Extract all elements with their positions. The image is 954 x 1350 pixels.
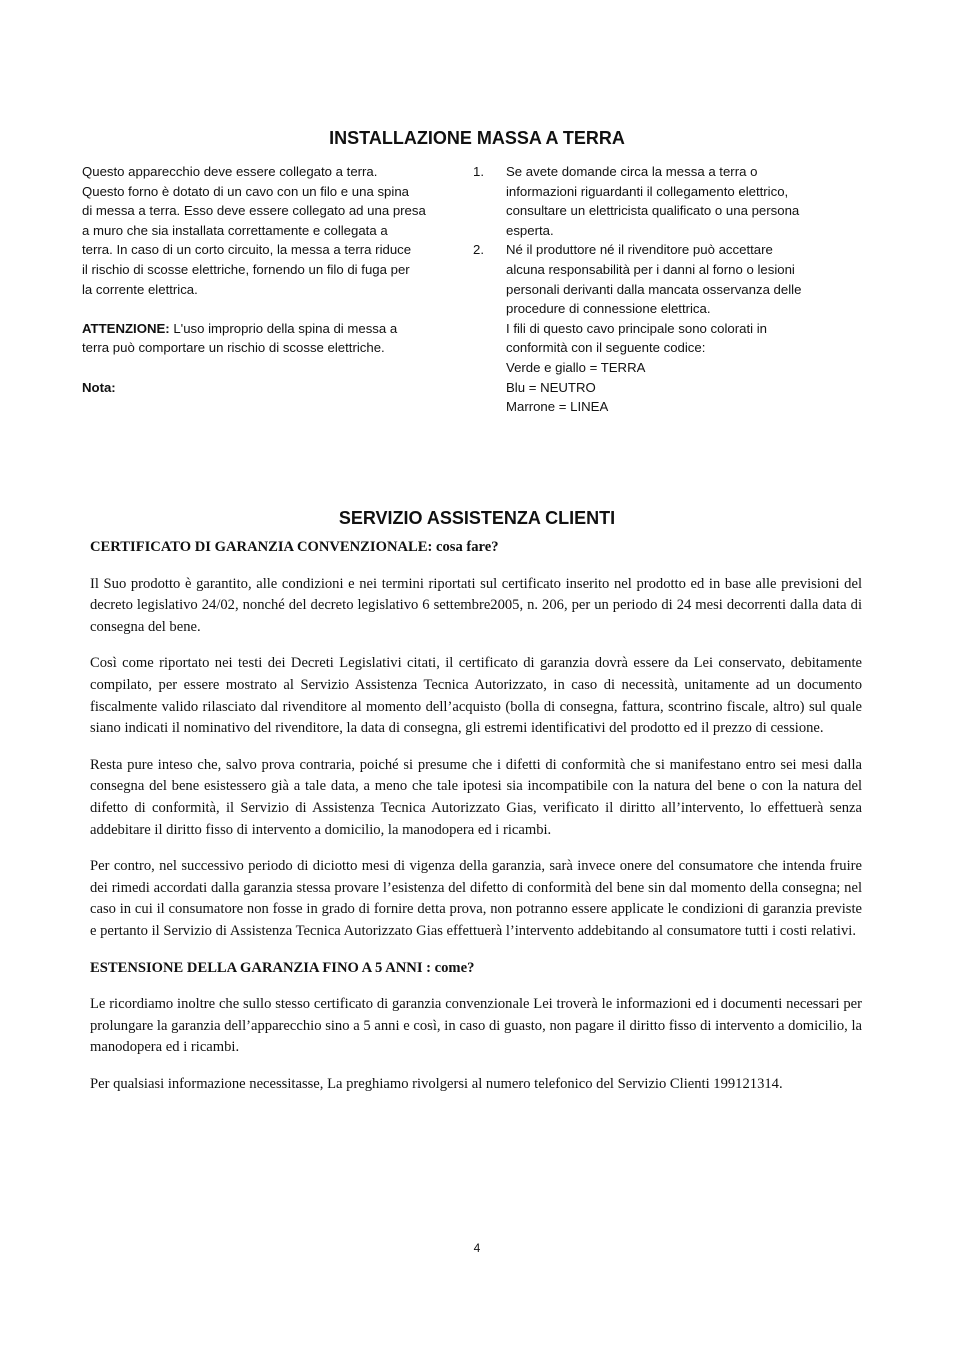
text-line: Blu = NEUTRO — [506, 379, 596, 395]
customer-service-body — [90, 537, 862, 1110]
text-line: informazioni riguardanti il collegamento elettrico, — [506, 183, 789, 199]
text-line: alcuna responsabilità per i danni al forno o lesioni — [506, 261, 795, 277]
text-line: Verde e giallo = TERRA — [506, 359, 646, 375]
warning-paragraph — [82, 319, 458, 339]
text-line: personali derivanti dalla mancata osservanza delle — [506, 281, 802, 297]
text-line: I fili di questo cavo principale sono colorati in — [506, 320, 767, 336]
text-line: Se avete domande circa la messa a terra o — [506, 164, 758, 179]
text-line: Questo forno è dotato di un cavo con un filo e una spina — [82, 183, 409, 199]
text-line: procedure di connessione elettrica. — [506, 301, 711, 317]
text-line: a muro che sia installata correttamente e collegata a — [82, 222, 388, 238]
text-line: Né il produttore né il rivenditore può accettare — [506, 242, 773, 258]
list-number: 1. — [473, 164, 484, 179]
text-line: esperta. — [506, 222, 554, 238]
text-line: consultare un elettricista qualificato o una persona — [506, 203, 800, 219]
warning-label: ATTENZIONE: — [82, 320, 170, 336]
text-line: di messa a terra. Esso deve essere collegato ad una presa — [82, 203, 426, 219]
text-line: conformità con il seguente codice: — [506, 340, 706, 356]
grounding-left-column — [82, 162, 458, 397]
subheading-warranty: CERTIFICATO DI GARANZIA CONVENZIONALE: cosa fare? — [90, 539, 499, 555]
list-number: 2. — [473, 242, 484, 258]
text-line: terra. In caso di un corto circuito, la messa a terra riduce — [82, 242, 412, 258]
text-line: Marrone = LINEA — [506, 399, 609, 415]
paragraph: Così come riportato nei testi dei Decreti Legislativi citati, il certificato di garanzia dovrà essere da Lei conservato, debitamente compilato, per essere mostrato al Servizio Assistenza Tecnica Autorizzato, in caso di necessità, unitamente ad un documento fiscalmente valido rilasciato dal rivenditore al momento dell’acquisto (bolla di consegna, fattura, scontrino fiscale, altro) sul quale siano indicati il nominativo del rivenditore, la data di consegna, gli estremi identificativi del prodotto ed il prezzo di cessione. — [90, 655, 862, 737]
text-line: Questo apparecchio deve essere collegato a terra. — [82, 164, 378, 179]
subheading-extension: ESTENSIONE DELLA GARANZIA FINO A 5 ANNI : come? — [90, 959, 475, 976]
text-line: la corrente elettrica. — [82, 281, 198, 297]
warning-text: L'uso improprio della spina di messa a — [169, 320, 398, 336]
paragraph: Il Suo prodotto è garantito, alle condizioni e nei termini riportati sul certificato inserito nel prodotto ed in base alle previsioni del decreto legislativo 24/02, nonché del decreto legislativo 6 settembre2005, n. 206, per un periodo di 24 mesi decorrenti dalla data di consegna del bene. — [90, 575, 862, 635]
list-item — [473, 162, 873, 240]
paragraph: Per qualsiasi informazione necessitasse, La preghiamo rivolgersi al numero telefonico del Servizio Clienti 199121314. — [90, 1075, 783, 1092]
grounding-right-column — [473, 162, 873, 417]
section-title-customer-service: SERVIZIO ASSISTENZA CLIENTI — [338, 507, 616, 528]
page-number: 4 — [473, 1241, 481, 1255]
section-title-grounding: INSTALLAZIONE MASSA A TERRA — [329, 128, 625, 149]
wire-color-code — [473, 319, 873, 417]
paragraph: Per contro, nel successivo periodo di diciotto mesi di vigenza della garanzia, sarà invece onere del consumatore che intenda fruire dei rimedi accordati dalla garanzia stessa provare l’esistenza del difetto di conformità del bene sin dal momento della consegna; nel caso in cui il consumatore non fosse in grado di fornire detta prova, non potranno essere applicate le condizioni di garanzia previste e pertanto il Servizio di Assistenza Tecnica Autorizzato Gias effettuerà l’intervento addebitando al consumatore tutti i costi relativi. — [90, 858, 862, 939]
paragraph: Resta pure inteso che, salvo prova contraria, poiché si presume che i difetti di conformità che si manifestano entro sei mesi dalla consegna del bene esistessero già a tale data, a meno che tale ipotesi sia incompatibile con la natura del bene o con la natura del difetto di conformità, il Servizio di Assistenza Tecnica Autorizzato Gias, verificato il diritto all’intervento, lo effettuerà senza addebitare il diritto fisso di intervento a domicilio, la manodopera ed i ricambi. — [90, 756, 862, 838]
note-label: Nota: — [82, 379, 116, 395]
text-line: il rischio di scosse elettriche, fornendo un filo di fuga per — [82, 261, 410, 277]
warning-text-line2: terra può comportare un rischio di scosse elettriche. — [82, 340, 385, 356]
paragraph: Le ricordiamo inoltre che sullo stesso certificato di garanzia convenzionale Lei troverà le informazioni ed i documenti necessari per prolungare la garanzia dell’apparecchio sino a 5 anni e così, in caso di guasto, non pagare il diritto fisso di intervento a domicilio, la manodopera ed i ricambi. — [90, 996, 862, 1056]
list-item — [473, 240, 873, 318]
